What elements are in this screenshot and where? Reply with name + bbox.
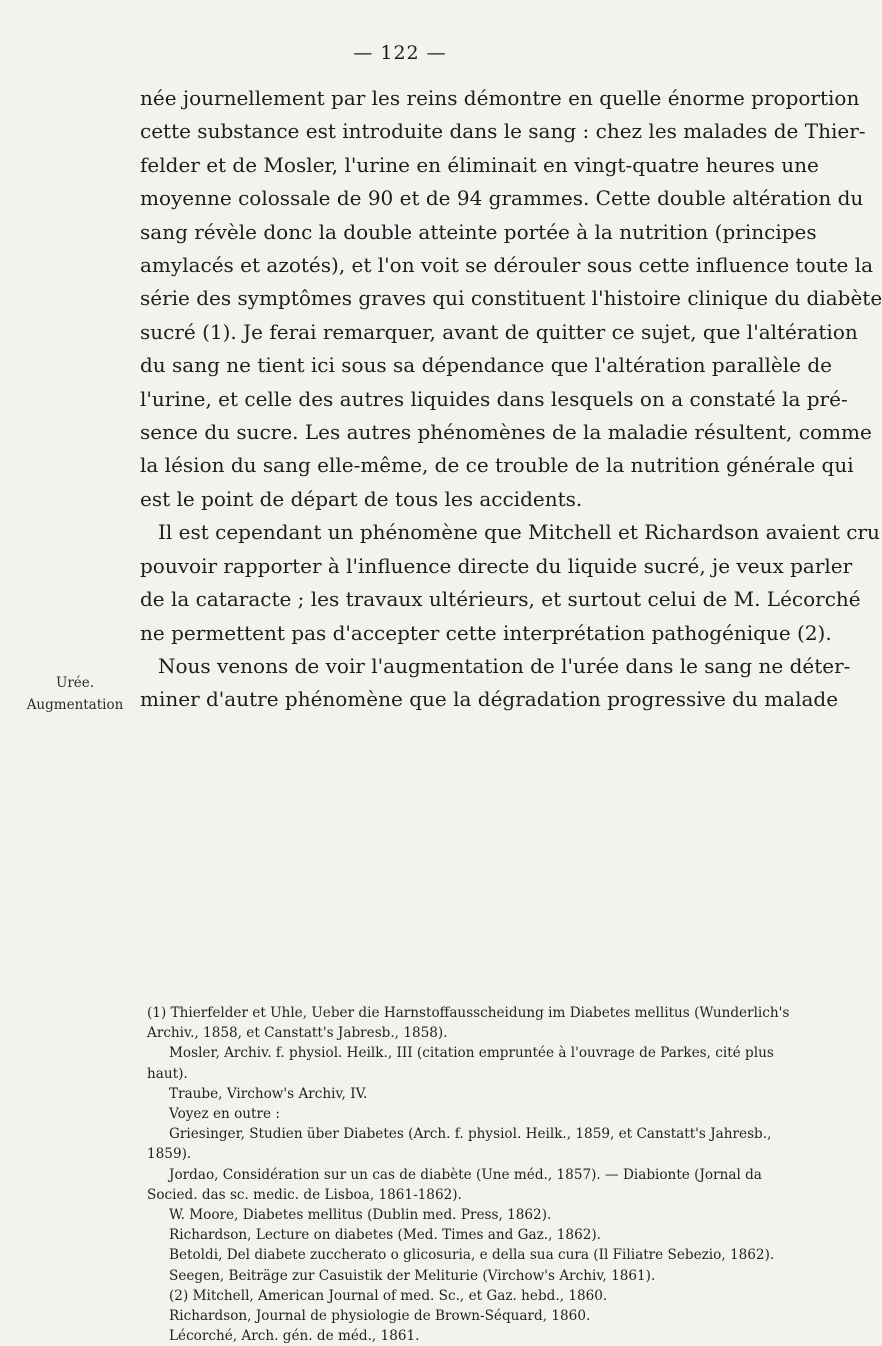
body-line: est le point de départ de tous les accidents. — [140, 486, 583, 511]
body-line: felder et de Mosler, l'urine en éliminait en vingt-quatre heures une — [140, 152, 819, 177]
body-line: sang révèle donc la double atteinte portée à la nutrition (principes — [140, 219, 817, 244]
footnote-line: Richardson, Lecture on diabetes (Med. Times and Gaz., 1862). — [169, 1227, 601, 1244]
body-line: série des symptômes graves qui constituent l'histoire clinique du diabète — [140, 286, 882, 311]
body-line: miner d'autre phénomène que la dégradation progressive du malade — [140, 687, 839, 712]
footnote-line: Richardson, Journal de physiologie de Brown-Séquard, 1860. — [169, 1308, 591, 1325]
footnote-line: Traube, Virchow's Archiv, IV. — [169, 1085, 368, 1102]
body-line: cette substance est introduite dans le sang : chez les malades de Thier- — [140, 119, 866, 144]
footnotes — [147, 1003, 800, 1346]
body-line: sucré (1). Je ferai remarquer, avant de quitter ce sujet, que l'altération — [140, 319, 858, 344]
footnote-line: Jordao, Considération sur un cas de diabète (Une méd., 1857). — Diabionte (Jornal da — [169, 1166, 762, 1183]
footnote-line: Socied. das sc. medic. de Lisboa, 1861-1862). — [147, 1186, 462, 1203]
margin-note-line: Urée. — [55, 675, 95, 691]
body-line: moyenne colossale de 90 et de 94 grammes. Cette double altération du — [140, 186, 864, 211]
page-number: — 122 — — [353, 42, 447, 64]
body-line: la lésion du sang elle-même, de ce trouble de la nutrition générale qui — [140, 453, 854, 478]
body-line: amylacés et azotés), et l'on voit se dérouler sous cette influence toute la — [140, 253, 874, 278]
body-line: sence du sucre. Les autres phénomènes de la maladie résultent, comme — [140, 420, 872, 445]
body-line: Nous venons de voir l'augmentation de l'urée dans le sang ne déter- — [158, 653, 851, 678]
footnote-line: W. Moore, Diabetes mellitus (Dublin med. Press, 1862). — [169, 1207, 552, 1224]
footnote-line: Betoldi, Del diabete zuccherato o glicosuria, e della sua cura (Il Filiatre Sebezio, 1862). — [169, 1247, 775, 1264]
body-line: Il est cependant un phénomène que Mitchell et Richardson avaient cru — [158, 520, 880, 545]
footnote-line: Archiv., 1858, et Canstatt's Jabresb., 1858). — [147, 1025, 448, 1042]
body-text — [140, 82, 882, 717]
footnote-line: Seegen, Beiträge zur Casuistik der Meliturie (Virchow's Archiv, 1861). — [169, 1267, 656, 1284]
footnote-line: Lécorché, Arch. gén. de méd., 1861. — [169, 1328, 420, 1345]
footnote-line: 1859). — [147, 1146, 192, 1163]
footnote-line: Griesinger, Studien über Diabetes (Arch. f. physiol. Heilk., 1859, et Canstatt's Jahresb., — [169, 1126, 772, 1143]
body-line: du sang ne tient ici sous sa dépendance que l'altération parallèle de — [140, 353, 832, 378]
footnote-line: (2) Mitchell, American Journal of med. Sc., et Gaz. hebd., 1860. — [169, 1287, 608, 1304]
body-line: née journellement par les reins démontre en quelle énorme proportion — [140, 86, 860, 110]
footnote-line: Voyez en outre : — [169, 1106, 280, 1123]
body-line: ne permettent pas d'accepter cette interprétation pathogénique (2). — [140, 620, 832, 645]
margin-note-line: Augmentation — [26, 697, 124, 713]
footnote-line: haut). — [147, 1065, 188, 1082]
footnote-line: Mosler, Archiv. f. physiol. Heilk., III (citation empruntée à l'ouvrage de Parkes, cité plus — [169, 1045, 774, 1062]
footnote-line: (1) Thierfelder et Uhle, Ueber die Harnstoffausscheidung im Diabetes mellitus (Wunderlich's — [147, 1005, 790, 1021]
body-line: de la cataracte ; les travaux ultérieurs, et surtout celui de M. Lécorché — [140, 587, 861, 612]
body-line: pouvoir rapporter à l'influence directe du liquide sucré, je veux parler — [140, 553, 853, 578]
body-line: l'urine, et celle des autres liquides dans lesquels on a constaté la pré- — [140, 386, 848, 411]
margin-note — [26, 672, 124, 716]
